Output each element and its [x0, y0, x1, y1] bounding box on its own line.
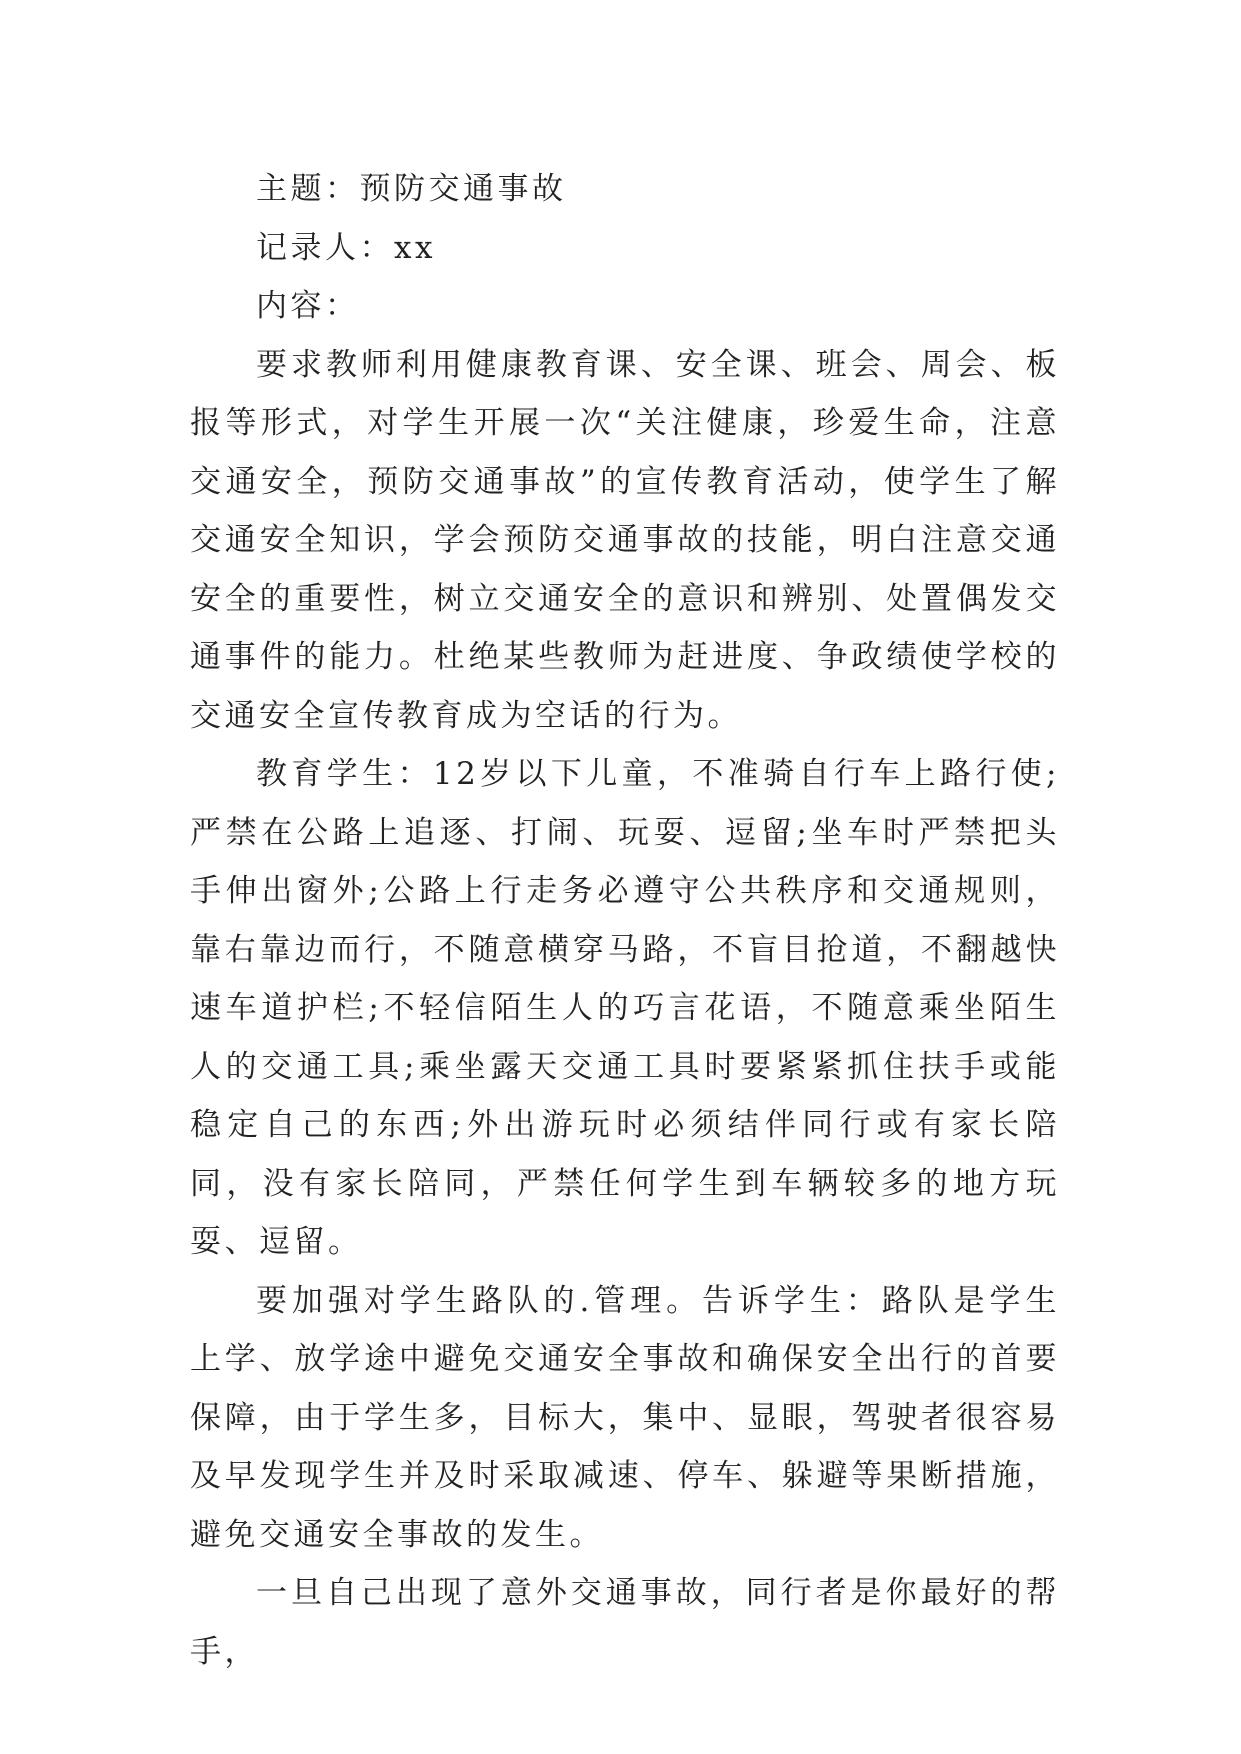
paragraph-requirements: 要求教师利用健康教育课、安全课、班会、周会、板报等形式，对学生开展一次“关注健康，珍爱生命，注意交通安全，预防交通事故”的宣传教育活动，使学生了解交通安全知识，学会预防交通事故的技能，明白注意交通安全的重要性，树立交通安全的意识和辨别、处置偶发交通事件的能力。杜绝某些教师为赶进度、争政绩使学校的交通安全宣传教育成为空话的行为。 — [190, 346, 1060, 734]
paragraph-student-education: 教育学生：12岁以下儿童，不准骑自行车上路行使;严禁在公路上追逐、打闹、玩耍、逗留;坐车时严禁把头手伸出窗外;公路上行走务必遵守公共秩序和交通规则，靠右靠边而行，不随意横穿马路，不盲目抢道，不翻越快速车道护栏;不轻信陌生人的巧言花语，不随意乘坐陌生人的交通工具;乘坐露天交通工具时要紧紧抓住扶手或能稳定自己的东西;外出游玩时必须结伴同行或有家长陪同，没有家长陪同，严禁任何学生到车辆较多的地方玩耍、逗留。 — [190, 756, 1060, 1260]
content-label: 内容： — [256, 288, 360, 324]
recorder-line: 记录人：xx — [256, 229, 436, 266]
paragraph-route-management: 要加强对学生路队的.管理。告诉学生：路队是学生上学、放学途中避免交通安全事故和确保安全出行的首要保障，由于学生多，目标大，集中、显眼，驾驶者很容易及早发现学生并及时采取减速、停车、躲避等果断措施，避免交通安全事故的发生。 — [190, 1282, 1060, 1553]
topic-line: 主题：预防交通事故 — [256, 171, 567, 207]
paragraph-accident-help: 一旦自己出现了意外交通事故，同行者是你最好的帮手， — [190, 1575, 1060, 1670]
document-body — [190, 160, 1060, 1681]
